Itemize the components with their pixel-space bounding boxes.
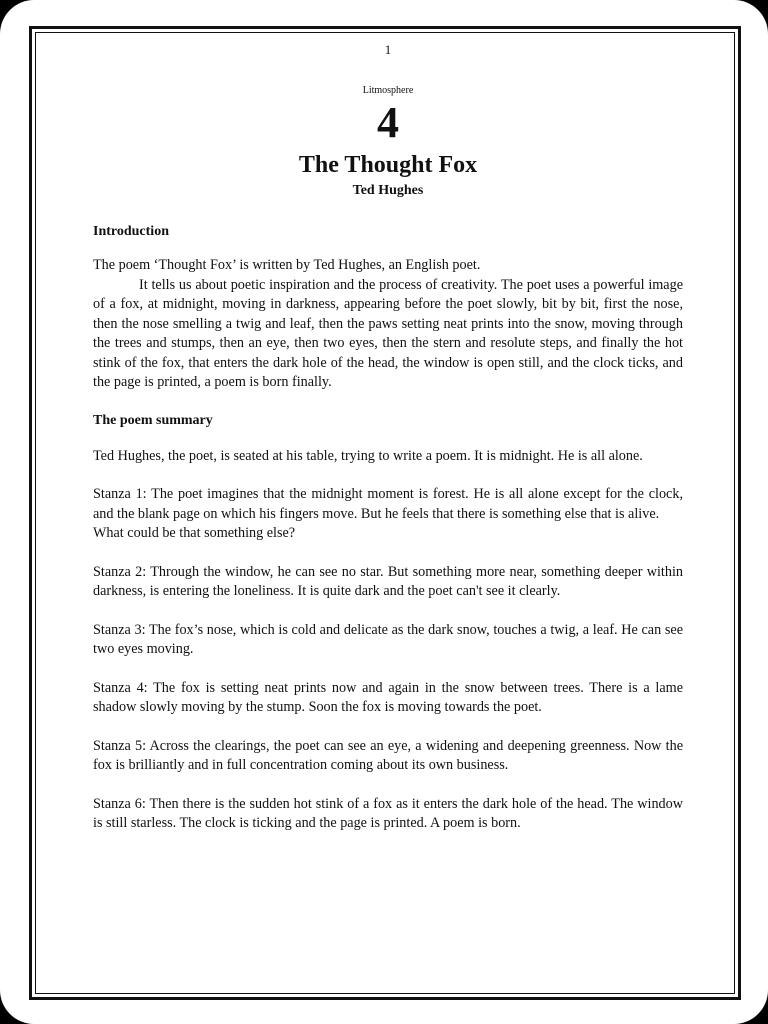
publication-name: Litmosphere bbox=[362, 85, 414, 96]
stanza-6-summary: Stanza 6: Then there is the sudden hot stink of a fox as it enters the dark hole of the head. The window is still starless. The clock is ticking and the page is printed. A poem is born. bbox=[93, 795, 683, 831]
stanza-3-summary: Stanza 3: The fox’s nose, which is cold and delicate as the dark snow, touches a twig, a leaf. He can see two eyes moving. bbox=[93, 621, 683, 657]
stanza-1-question: What could be that something else? bbox=[93, 525, 296, 541]
page-title: The Thought Fox bbox=[298, 152, 478, 178]
stanza-1-summary: Stanza 1: The poet imagines that the midnight moment is forest. He is all alone except for the clock, and the blank page on which his fingers move. But he feels that there is something else that is alive. bbox=[93, 486, 683, 522]
document-content bbox=[93, 40, 683, 834]
author-name: Ted Hughes bbox=[352, 183, 424, 198]
introduction-heading: Introduction bbox=[93, 224, 169, 239]
stanza-4-summary: Stanza 4: The fox is setting neat prints now and again in the snow between trees. There is a lame shadow slowly moving by the stump. Soon the fox is moving towards the poet. bbox=[93, 679, 683, 715]
stanza-5-summary: Stanza 5: Across the clearings, the poet can see an eye, a widening and deepening greenness. Now the fox is brilliantly and in full concentration coming about its own business. bbox=[93, 737, 683, 773]
introduction-paragraph-2: It tells us about poetic inspiration and the process of creativity. The poet uses a powerful image of a fox, at midnight, moving in darkness, appearing before the poet slowly, bit by bit, first the nose, then the nose smelling a twig and leaf, then the paws setting neat prints into the snow, moving through the trees and stumps, then an eye, then two eyes, then the stern and resolute steps, and finally the hot stink of the fox, that enters the dark hole of the head, the window is open still, and the clock ticks, and the page is printed, a poem is born finally. bbox=[93, 276, 683, 390]
introduction-paragraph-1: The poem ‘Thought Fox’ is written by Ted Hughes, an English poet. bbox=[93, 257, 481, 273]
chapter-number: 4 bbox=[377, 98, 399, 147]
page-number: 1 bbox=[384, 42, 392, 57]
summary-intro: Ted Hughes, the poet, is seated at his table, trying to write a poem. It is midnight. He is all alone. bbox=[93, 447, 643, 464]
stanza-2-summary: Stanza 2: Through the window, he can see no star. But something more near, something deeper within darkness, is entering the loneliness. It is quite dark and the poet can't see it clearly. bbox=[93, 563, 683, 599]
summary-heading: The poem summary bbox=[93, 412, 213, 428]
